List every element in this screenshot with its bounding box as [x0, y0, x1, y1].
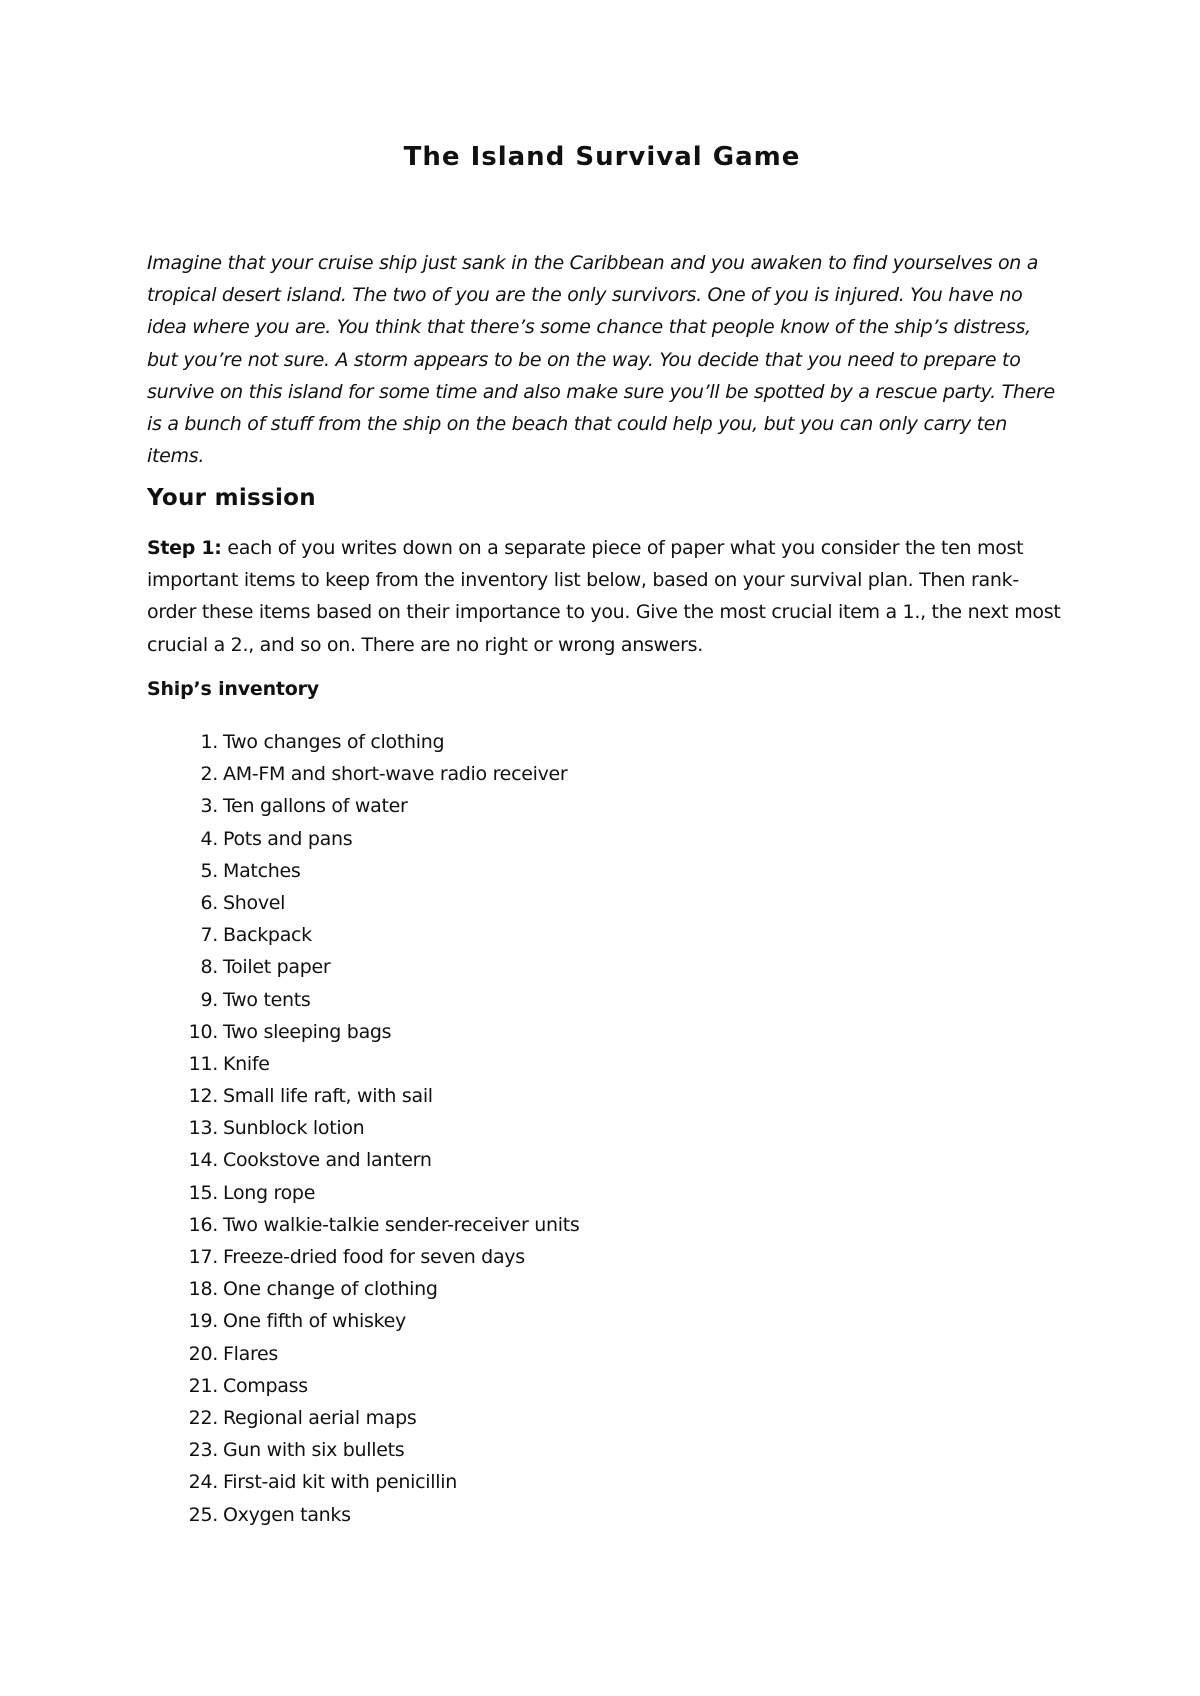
- list-item: [182, 1305, 579, 1337]
- list-item-text: Small life raft, with sail: [223, 1085, 433, 1108]
- list-item-text: Two tents: [223, 988, 311, 1011]
- list-item: [182, 1273, 579, 1305]
- list-item-number: 16.: [188, 1213, 218, 1236]
- list-item: [182, 1466, 579, 1498]
- list-item-text: Backpack: [223, 924, 312, 947]
- document-page: [147, 0, 1061, 1696]
- list-item-number: 3.: [200, 795, 218, 818]
- list-item: [182, 726, 579, 758]
- list-item-number: 24.: [188, 1471, 218, 1494]
- list-item: [182, 1338, 579, 1370]
- list-item-text: Shovel: [223, 891, 286, 914]
- list-item-text: Cookstove and lantern: [223, 1149, 432, 1172]
- list-item-number: 11.: [188, 1052, 218, 1075]
- inventory-list: [182, 726, 579, 1531]
- mission-heading: Your mission: [147, 485, 316, 511]
- list-item-number: 7.: [200, 924, 218, 947]
- list-item-number: 10.: [188, 1020, 218, 1043]
- list-item: [182, 1177, 579, 1209]
- list-item: [182, 1080, 579, 1112]
- list-item-text: Pots and pans: [223, 827, 353, 850]
- list-item-text: Long rope: [223, 1181, 316, 1204]
- list-item-text: Two sleeping bags: [223, 1020, 392, 1043]
- list-item: [182, 1112, 579, 1144]
- list-item-text: Two changes of clothing: [223, 731, 445, 753]
- list-item-text: Ten gallons of water: [223, 795, 408, 818]
- list-item: [182, 1048, 579, 1080]
- list-item-number: 9.: [200, 988, 218, 1011]
- list-item-number: 19.: [188, 1310, 218, 1333]
- step-1-paragraph: [147, 532, 1062, 661]
- list-item: [182, 1402, 579, 1434]
- list-item-text: Flares: [223, 1342, 279, 1365]
- list-item: [182, 1370, 579, 1402]
- list-item: [182, 758, 579, 790]
- list-item: [182, 1144, 579, 1176]
- list-item-text: Toilet paper: [223, 956, 331, 979]
- list-item-number: 12.: [188, 1085, 218, 1108]
- list-item-number: 14.: [188, 1149, 218, 1172]
- list-item-number: 8.: [200, 956, 218, 979]
- list-item: [182, 855, 579, 887]
- list-item-number: 2.: [200, 763, 218, 786]
- list-item: [182, 984, 579, 1016]
- list-item-number: 17.: [188, 1246, 218, 1268]
- list-item-text: Matches: [223, 859, 301, 882]
- list-item-text: Two walkie-talkie sender-receiver units: [223, 1213, 580, 1236]
- list-item-text: Knife: [223, 1052, 270, 1075]
- inventory-heading: Ship’s inventory: [147, 678, 319, 700]
- intro-paragraph: Imagine that your cruise ship just sank in the Caribbean and you awaken to find yourselves on a tropical desert island. The two of you are the only survivors. One of you is injured. You have no idea where you are. You think that there’s some chance that people know of the ship’s distress, but you’re not sure. A storm appears to be on the way. You decide that you need to prepare to survive on this island for some time and also make sure you’ll be spotted by a rescue party. There is a bunch of stuff from the ship on the beach that could help you, but you can only carry ten items.: [147, 252, 1055, 468]
- list-item-text: One change of clothing: [223, 1278, 438, 1301]
- page-title: The Island Survival Game: [403, 142, 801, 172]
- list-item-text: AM-FM and short-wave radio receiver: [223, 763, 568, 786]
- list-item-number: 20.: [188, 1342, 218, 1365]
- list-item: [182, 1016, 579, 1048]
- list-item: [182, 1209, 579, 1241]
- list-item: [182, 823, 579, 855]
- list-item-number: 23.: [188, 1439, 218, 1462]
- list-item-number: 15.: [188, 1181, 218, 1204]
- list-item: [182, 919, 579, 951]
- list-item-number: 1.: [200, 731, 218, 753]
- step-1-text: each of you writes down on a separate piece of paper what you consider the ten most important items to keep from the inventory list below, based on your survival plan. Then rank-order these items based on their importance to you. Give the most crucial item a 1., the next most crucial a 2., and so on. There are no right or wrong answers.: [147, 537, 1061, 656]
- list-item: [182, 951, 579, 983]
- list-item: [182, 1241, 579, 1273]
- list-item: [182, 1434, 579, 1466]
- list-item-number: 22.: [188, 1406, 218, 1429]
- list-item-text: Compass: [223, 1374, 308, 1397]
- list-item-number: 13.: [188, 1117, 218, 1140]
- list-item-number: 5.: [200, 859, 218, 882]
- list-item-number: 21.: [188, 1374, 218, 1397]
- list-item-number: 18.: [188, 1278, 218, 1301]
- step-1-label: Step 1:: [147, 537, 222, 559]
- list-item-text: Oxygen tanks: [223, 1503, 351, 1526]
- list-item-text: Freeze-dried food for seven days: [223, 1246, 525, 1268]
- list-item-text: Sunblock lotion: [223, 1117, 365, 1140]
- list-item: [182, 1499, 579, 1531]
- list-item-text: Gun with six bullets: [223, 1439, 405, 1462]
- list-item-text: First-aid kit with penicillin: [223, 1471, 457, 1494]
- list-item-number: 4.: [200, 827, 218, 850]
- list-item-text: One fifth of whiskey: [223, 1310, 406, 1333]
- list-item: [182, 790, 579, 822]
- list-item: [182, 887, 579, 919]
- list-item-number: 6.: [200, 891, 218, 914]
- list-item-text: Regional aerial maps: [223, 1406, 417, 1429]
- list-item-number: 25.: [188, 1503, 218, 1526]
